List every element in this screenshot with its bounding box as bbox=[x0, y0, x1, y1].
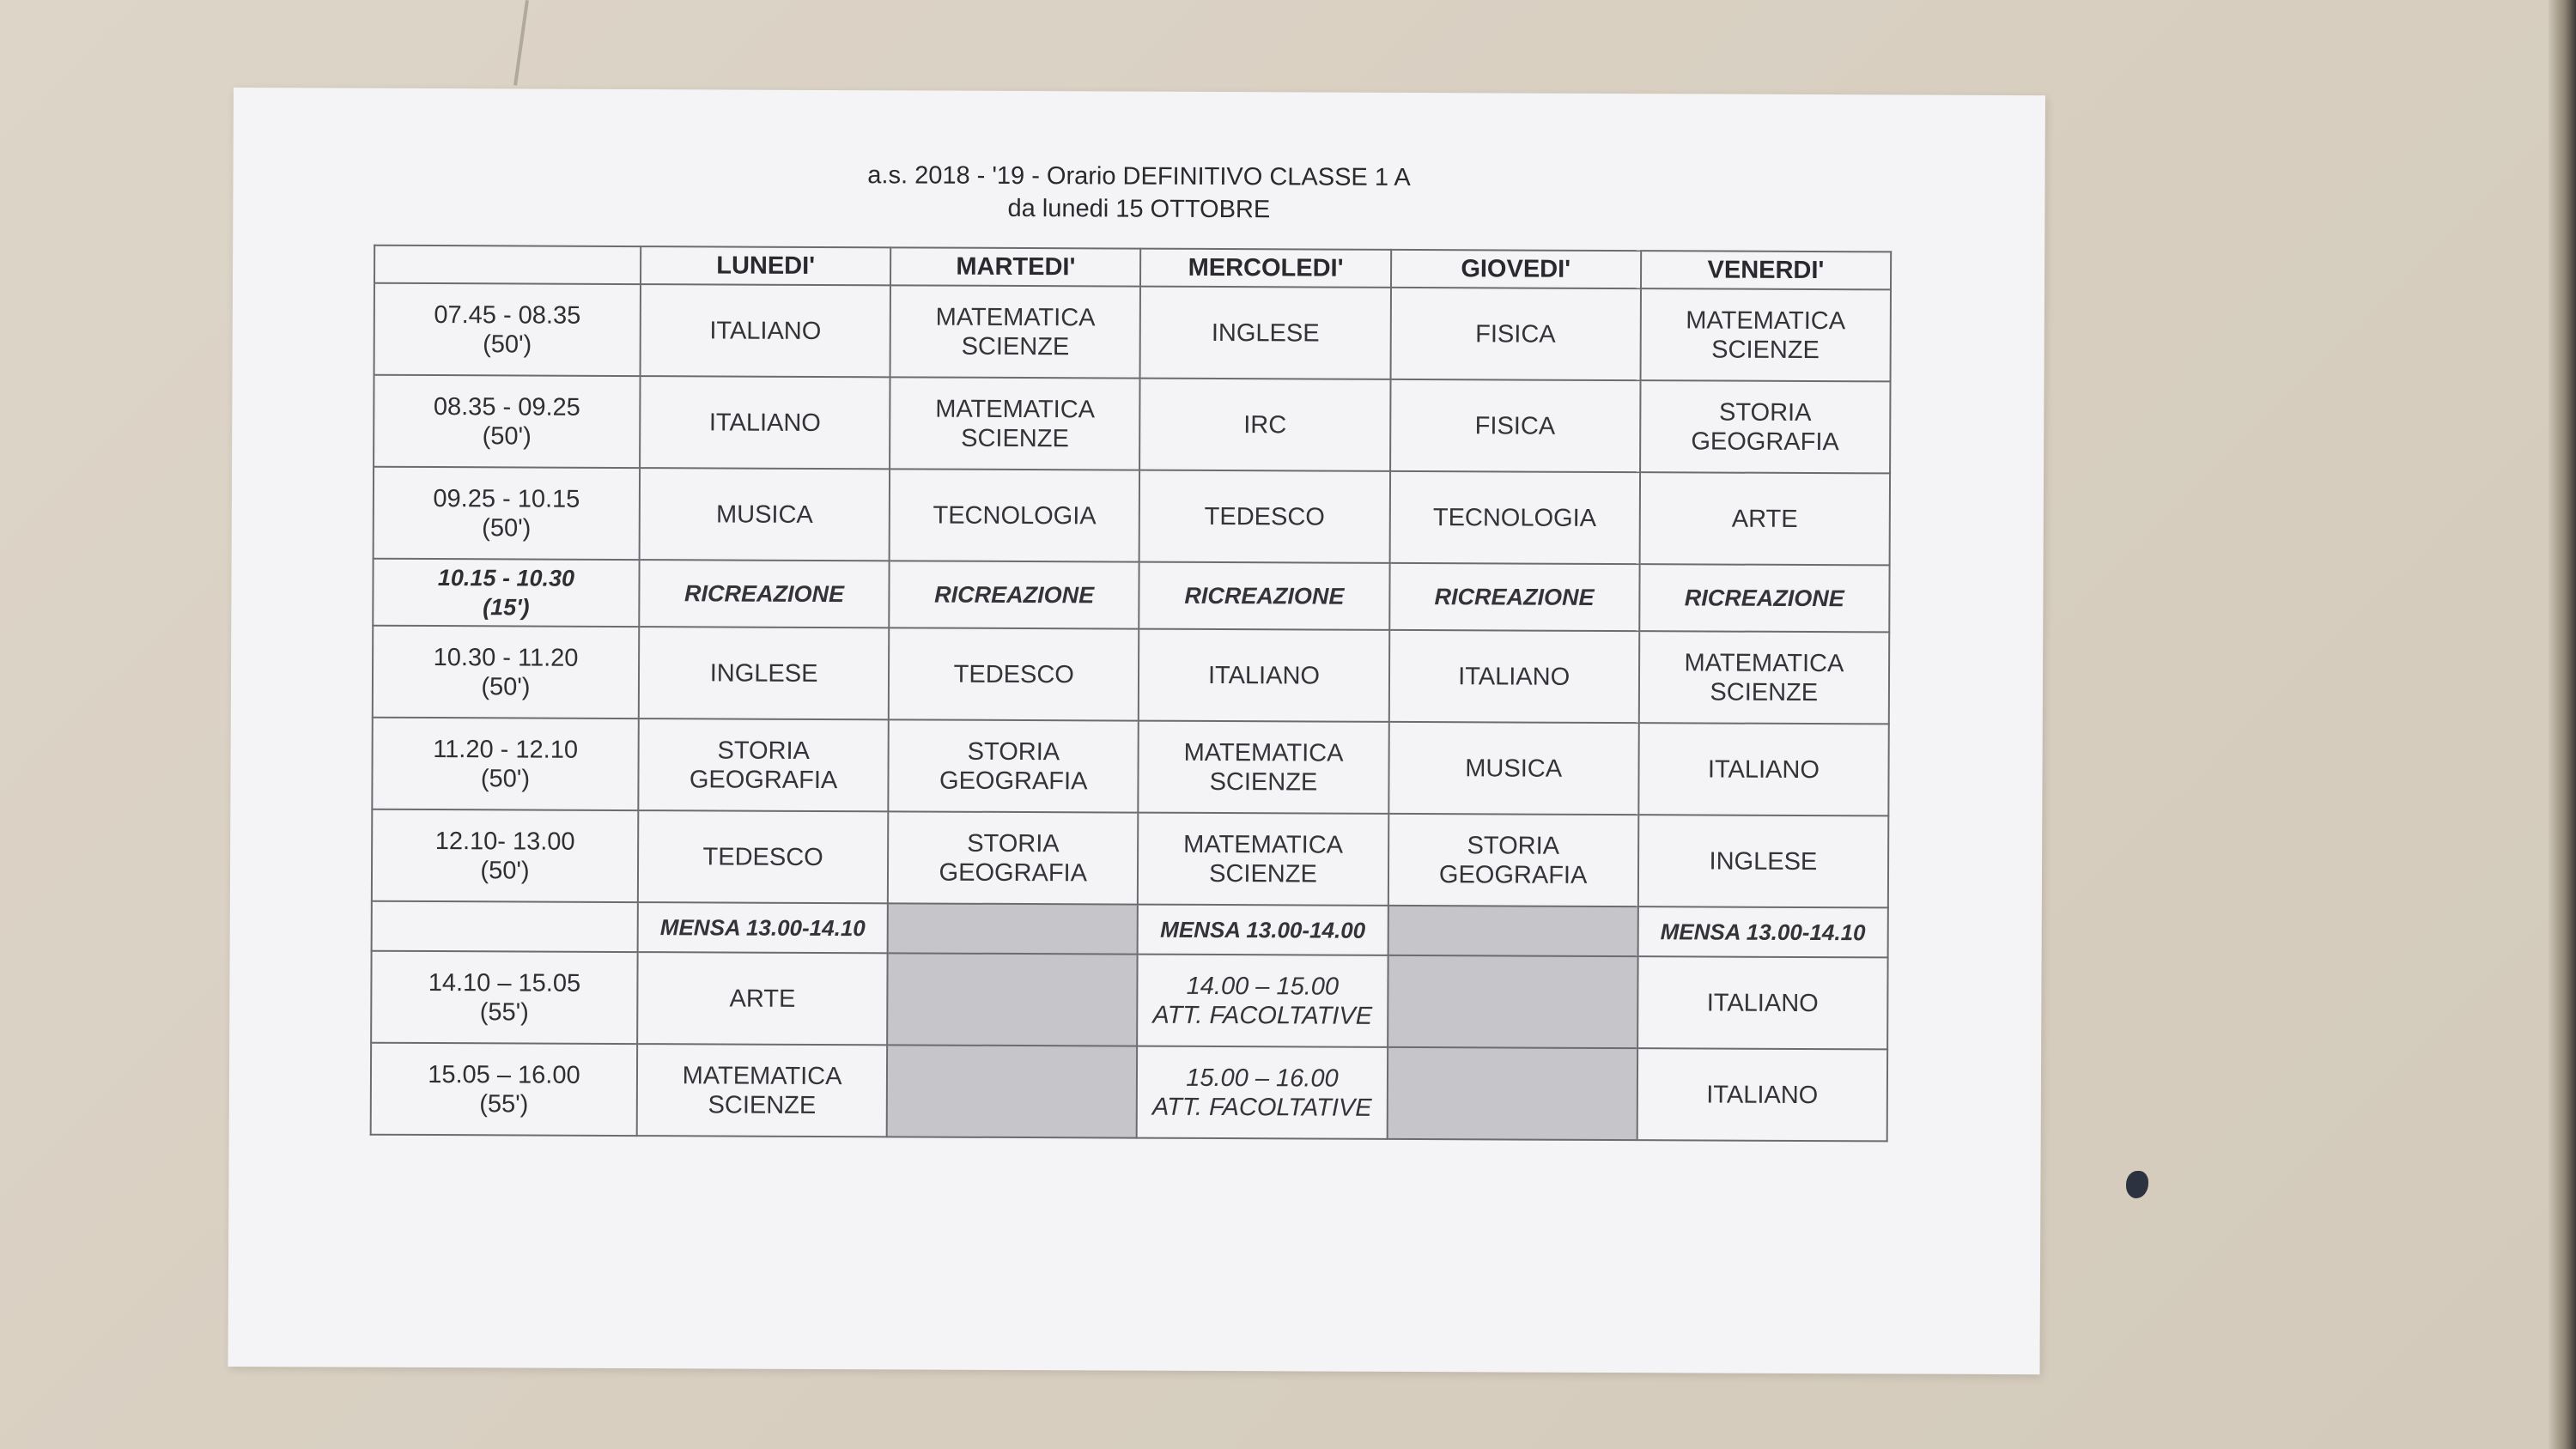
lesson-cell-lunedi bbox=[638, 810, 889, 903]
lesson-cell-giovedi bbox=[1387, 1047, 1637, 1140]
header-corner bbox=[374, 246, 641, 284]
time-slot bbox=[373, 559, 639, 627]
subject-text: TECNOLOGIA bbox=[933, 501, 1097, 530]
table-row bbox=[373, 626, 1889, 724]
lesson-cell-lunedi bbox=[641, 284, 891, 377]
lesson-cell-lunedi bbox=[637, 952, 888, 1045]
lesson-cell-lunedi bbox=[637, 1044, 888, 1137]
time-range: 08.35 - 09.25 bbox=[433, 392, 580, 421]
wall-stain bbox=[2126, 1171, 2148, 1198]
wall-crack bbox=[513, 0, 529, 86]
day-header-mercoledi: MERCOLEDI' bbox=[1140, 249, 1390, 288]
duration: (50') bbox=[483, 330, 532, 359]
subject-text: ARTE bbox=[1731, 505, 1798, 533]
subject-text: ITALIANO bbox=[709, 316, 822, 345]
lesson-cell-lunedi bbox=[638, 718, 889, 811]
subject-text: SCIENZE bbox=[1711, 336, 1820, 364]
lesson-cell-martedi bbox=[889, 719, 1139, 812]
subject-text: TECNOLOGIA bbox=[1432, 503, 1597, 532]
day-header-martedi: MARTEDI' bbox=[890, 247, 1140, 286]
subject-text: MATEMATICA bbox=[935, 395, 1096, 423]
duration: (50') bbox=[482, 421, 532, 451]
subject-text: GEOGRAFIA bbox=[939, 858, 1088, 887]
subject-text: ATT. FACOLTATIVE bbox=[1152, 1001, 1373, 1030]
timetable-table bbox=[370, 245, 1893, 1143]
time-slot bbox=[373, 626, 639, 718]
subject-text: ARTE bbox=[729, 985, 796, 1013]
subject-text: STORIA bbox=[967, 829, 1060, 858]
title-line-2: da lunedi 15 OTTOBRE bbox=[1007, 194, 1271, 224]
lesson-cell-martedi bbox=[890, 377, 1140, 470]
subject-text: STORIA bbox=[1467, 831, 1560, 860]
time-range: 07.45 - 08.35 bbox=[434, 300, 581, 330]
lesson-cell-mercoledi bbox=[1138, 955, 1388, 1047]
subject-text: RICREAZIONE bbox=[683, 580, 845, 608]
table-row bbox=[374, 375, 1890, 474]
time-range: 10.15 - 10.30 bbox=[437, 565, 575, 591]
subject-text: SCIENZE bbox=[1710, 678, 1819, 706]
subject-text: MENSA 13.00-14.00 bbox=[1160, 916, 1366, 943]
subject-text: GEOGRAFIA bbox=[939, 767, 1088, 795]
subject-text: ITALIANO bbox=[1706, 1080, 1819, 1109]
lesson-cell-giovedi bbox=[1390, 379, 1641, 472]
subject-text: INGLESE bbox=[1211, 318, 1320, 348]
subject-text: GEOGRAFIA bbox=[1438, 860, 1588, 889]
subject-text: ITALIANO bbox=[1707, 755, 1820, 784]
lesson-cell-venerdi bbox=[1640, 380, 1891, 473]
duration: (50') bbox=[481, 672, 531, 701]
lesson-cell-martedi bbox=[888, 903, 1138, 954]
subject-text: STORIA bbox=[717, 736, 811, 765]
lesson-cell-venerdi bbox=[1639, 631, 1890, 724]
subject-text: GEOGRAFIA bbox=[689, 765, 838, 794]
lesson-cell-venerdi bbox=[1638, 723, 1889, 815]
time-slot bbox=[371, 1043, 637, 1136]
lesson-cell-giovedi bbox=[1389, 471, 1640, 564]
lesson-cell-lunedi bbox=[640, 468, 890, 561]
subject-text: STORIA bbox=[1718, 398, 1812, 427]
subject-text: MATEMATICA bbox=[682, 1061, 842, 1090]
subject-text: ITALIANO bbox=[708, 408, 821, 437]
time-range: 09.25 - 10.15 bbox=[433, 484, 580, 513]
subject-text: MATEMATICA bbox=[935, 303, 1096, 331]
table-row bbox=[373, 559, 1889, 633]
duration: (50') bbox=[482, 513, 532, 543]
lesson-cell-martedi bbox=[889, 627, 1139, 720]
subject-text: TEDESCO bbox=[953, 660, 1074, 688]
day-header-venerdi: VENERDI' bbox=[1641, 251, 1891, 289]
subject-text: 14.00 – 15.00 bbox=[1186, 972, 1340, 1001]
subject-text: FISICA bbox=[1474, 411, 1556, 440]
lesson-cell-lunedi bbox=[638, 902, 888, 953]
lesson-cell-venerdi bbox=[1640, 288, 1891, 381]
lesson-cell-lunedi bbox=[639, 560, 890, 627]
table-row bbox=[371, 1043, 1887, 1142]
subject-text: SCIENZE bbox=[1209, 767, 1318, 797]
day-header-lunedi: LUNEDI' bbox=[641, 246, 890, 285]
lesson-cell-mercoledi bbox=[1139, 562, 1390, 630]
time-slot bbox=[374, 467, 640, 560]
subject-text: INGLESE bbox=[709, 658, 818, 688]
subject-text: ITALIANO bbox=[1706, 988, 1819, 1017]
subject-text: RICREAZIONE bbox=[1684, 585, 1844, 612]
subject-text: ATT. FACOLTATIVE bbox=[1151, 1093, 1372, 1122]
lesson-cell-lunedi bbox=[640, 376, 890, 469]
subject-text: SCIENZE bbox=[1209, 859, 1317, 888]
subject-text: SCIENZE bbox=[961, 332, 1070, 361]
lesson-cell-mercoledi bbox=[1139, 629, 1389, 722]
subject-text: SCIENZE bbox=[961, 424, 1069, 452]
lesson-cell-mercoledi bbox=[1140, 287, 1391, 379]
subject-text: ITALIANO bbox=[1207, 661, 1321, 690]
lesson-cell-giovedi bbox=[1389, 563, 1640, 631]
day-header-giovedi: GIOVEDI' bbox=[1391, 250, 1641, 288]
subject-text: MATEMATICA bbox=[1183, 830, 1344, 859]
lesson-cell-venerdi bbox=[1637, 956, 1888, 1049]
lesson-cell-lunedi bbox=[639, 627, 890, 719]
time-range: 10.30 - 11.20 bbox=[433, 643, 579, 672]
time-slot bbox=[372, 901, 638, 952]
subject-text: MENSA 13.00-14.10 bbox=[1660, 919, 1866, 946]
lesson-cell-martedi bbox=[890, 469, 1140, 561]
table-row bbox=[372, 901, 1888, 958]
subject-text: 15.00 – 16.00 bbox=[1186, 1064, 1339, 1093]
subject-text: MUSICA bbox=[1465, 754, 1563, 783]
lesson-cell-venerdi bbox=[1637, 1048, 1887, 1141]
lesson-cell-mercoledi bbox=[1139, 379, 1390, 471]
lesson-cell-giovedi bbox=[1388, 814, 1638, 906]
duration: (50') bbox=[480, 764, 531, 793]
subject-text: STORIA bbox=[967, 737, 1060, 766]
subject-text: SCIENZE bbox=[708, 1090, 817, 1119]
wall-edge bbox=[2549, 0, 2576, 1449]
lesson-cell-martedi bbox=[888, 811, 1139, 904]
time-slot bbox=[371, 951, 637, 1044]
subject-text: MATEMATICA bbox=[1684, 648, 1844, 677]
lesson-cell-giovedi bbox=[1388, 906, 1637, 956]
lesson-cell-venerdi bbox=[1637, 906, 1888, 957]
time-range: 11.20 - 12.10 bbox=[433, 735, 579, 764]
lesson-cell-mercoledi bbox=[1138, 813, 1388, 906]
subject-text: FISICA bbox=[1475, 319, 1556, 349]
time-range: 14.10 – 15.05 bbox=[428, 968, 581, 997]
lesson-cell-martedi bbox=[890, 285, 1141, 378]
subject-text: IRC bbox=[1243, 410, 1287, 439]
subject-text: MUSICA bbox=[715, 500, 813, 529]
lesson-cell-martedi bbox=[889, 561, 1139, 628]
subject-text: TEDESCO bbox=[1204, 502, 1325, 531]
subject-text: MATEMATICA bbox=[1183, 738, 1344, 767]
timetable-body bbox=[371, 283, 1891, 1142]
lesson-cell-venerdi bbox=[1638, 815, 1889, 907]
lesson-cell-venerdi bbox=[1639, 472, 1890, 565]
time-slot bbox=[374, 375, 640, 468]
table-row bbox=[374, 283, 1891, 382]
table-row bbox=[374, 467, 1890, 566]
title-line-1: a.s. 2018 - '19 - Orario DEFINITIVO CLASSE 1 A bbox=[867, 161, 1411, 191]
subject-text: RICREAZIONE bbox=[1184, 582, 1345, 609]
time-slot bbox=[374, 283, 641, 376]
subject-text: TEDESCO bbox=[702, 842, 823, 871]
time-range: 12.10- 13.00 bbox=[434, 827, 575, 856]
time-slot bbox=[372, 809, 638, 902]
subject-text: GEOGRAFIA bbox=[1691, 427, 1839, 456]
duration: (50') bbox=[480, 856, 530, 885]
subject-text: ITALIANO bbox=[1458, 662, 1571, 691]
table-row bbox=[372, 718, 1888, 816]
duration: (55') bbox=[479, 1089, 529, 1119]
time-slot bbox=[372, 718, 638, 810]
lesson-cell-giovedi bbox=[1388, 955, 1638, 1048]
lesson-cell-giovedi bbox=[1390, 288, 1641, 380]
subject-text: RICREAZIONE bbox=[934, 581, 1095, 609]
subject-text: MENSA 13.00-14.10 bbox=[659, 914, 866, 942]
lesson-cell-mercoledi bbox=[1138, 905, 1388, 955]
table-row bbox=[372, 809, 1888, 908]
time-range: 15.05 – 16.00 bbox=[428, 1060, 580, 1089]
lesson-cell-venerdi bbox=[1639, 564, 1890, 632]
lesson-cell-giovedi bbox=[1388, 722, 1639, 815]
lesson-cell-martedi bbox=[887, 1045, 1138, 1137]
document-title bbox=[233, 156, 2044, 229]
timetable-sheet bbox=[228, 88, 2044, 1374]
table-row bbox=[371, 951, 1887, 1050]
header-row bbox=[374, 246, 1891, 290]
subject-text: INGLESE bbox=[1709, 847, 1818, 876]
duration: (15') bbox=[483, 594, 530, 621]
lesson-cell-martedi bbox=[887, 953, 1138, 1046]
subject-text: RICREAZIONE bbox=[1434, 584, 1595, 610]
subject-text: MATEMATICA bbox=[1686, 306, 1846, 335]
lesson-cell-mercoledi bbox=[1139, 721, 1389, 814]
lesson-cell-mercoledi bbox=[1137, 1046, 1388, 1139]
duration: (55') bbox=[479, 997, 529, 1027]
lesson-cell-mercoledi bbox=[1139, 470, 1390, 563]
lesson-cell-giovedi bbox=[1388, 630, 1639, 723]
